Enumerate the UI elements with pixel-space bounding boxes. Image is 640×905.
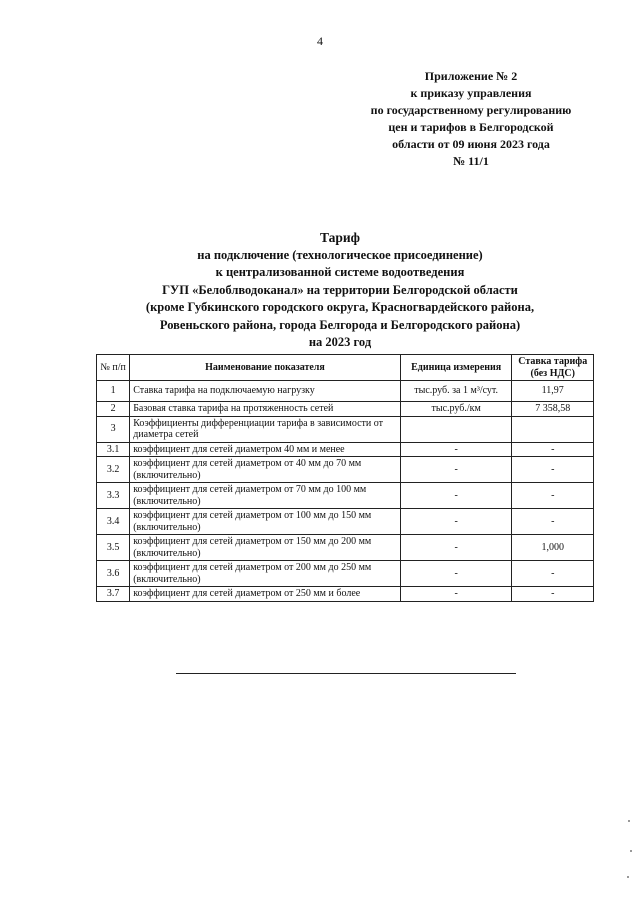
row-unit: тыс.руб. за 1 м³/сут. xyxy=(400,381,512,402)
appendix-line: к приказу управления xyxy=(410,86,532,100)
row-unit: - xyxy=(400,483,512,509)
row-name: коэффициент для сетей диаметром от 70 мм до 100 мм (включительно) xyxy=(130,483,401,509)
row-name: коэффициент для сетей диаметром от 200 мм до 250 мм (включительно) xyxy=(130,561,401,587)
table-row xyxy=(97,442,594,457)
header-rate: Ставка тарифа (без НДС) xyxy=(512,355,594,381)
title-line: Ровеньского района, города Белгорода и Белгородского района) xyxy=(159,317,521,332)
row-num: 3.4 xyxy=(97,509,130,535)
row-rate: - xyxy=(512,483,594,509)
row-num: 2 xyxy=(97,402,130,417)
row-rate: - xyxy=(512,457,594,483)
row-name: Коэффициенты дифференциации тарифа в зависимости от диаметра сетей xyxy=(130,416,401,442)
table-row xyxy=(97,402,594,417)
row-num: 3 xyxy=(97,416,130,442)
row-rate: 1,000 xyxy=(512,535,594,561)
row-rate xyxy=(512,416,594,442)
row-num: 3.6 xyxy=(97,561,130,587)
row-name: Ставка тарифа на подключаемую нагрузку xyxy=(130,381,401,402)
scan-artifact xyxy=(627,876,629,878)
row-unit: - xyxy=(400,442,512,457)
table-row xyxy=(97,381,594,402)
document-title xyxy=(80,229,600,352)
table-row xyxy=(97,457,594,483)
row-unit: - xyxy=(400,509,512,535)
row-rate: - xyxy=(512,442,594,457)
appendix-line: Приложение № 2 xyxy=(424,69,518,83)
row-rate: 7 358,58 xyxy=(512,402,594,417)
row-name: коэффициент для сетей диаметром от 100 мм до 150 мм (включительно) xyxy=(130,509,401,535)
row-num: 1 xyxy=(97,381,130,402)
scan-artifact xyxy=(628,820,630,822)
tariff-table xyxy=(96,354,594,602)
title-line: (кроме Губкинского городского округа, Красногвардейского района, xyxy=(145,300,535,314)
table-row xyxy=(97,535,594,561)
row-name: коэффициент для сетей диаметром от 150 мм до 200 мм (включительно) xyxy=(130,535,401,561)
row-name: Базовая ставка тарифа на протяженность сетей xyxy=(130,402,401,417)
table-row xyxy=(97,509,594,535)
header-name: Наименование показателя xyxy=(130,355,401,381)
row-num: 3.5 xyxy=(97,535,130,561)
row-rate: - xyxy=(512,509,594,535)
title-line: к централизованной системе водоотведения xyxy=(215,265,465,279)
row-num: 3.7 xyxy=(97,587,130,602)
page-number: 4 xyxy=(317,34,323,48)
scan-artifact xyxy=(630,850,632,852)
row-num: 3.3 xyxy=(97,483,130,509)
appendix-line: № 11/1 xyxy=(453,154,489,168)
table-row xyxy=(97,483,594,509)
table-row xyxy=(97,416,594,442)
appendix-line: по государственному регулированию xyxy=(370,103,572,117)
table-header-row xyxy=(97,355,594,381)
row-rate: - xyxy=(512,587,594,602)
title-line: на 2023 год xyxy=(308,335,372,349)
row-unit: - xyxy=(400,535,512,561)
row-name: коэффициент для сетей диаметром от 40 мм до 70 мм (включительно) xyxy=(130,457,401,483)
row-unit: - xyxy=(400,561,512,587)
closing-divider xyxy=(176,673,516,674)
title-line: ГУП «Белоблводоканал» на территории Белгородской области xyxy=(162,282,518,297)
row-num: 3.1 xyxy=(97,442,130,457)
row-unit: - xyxy=(400,587,512,602)
row-unit: тыс.руб./км xyxy=(400,402,512,417)
row-num: 3.2 xyxy=(97,457,130,483)
appendix-header xyxy=(340,68,602,170)
row-name: коэффициент для сетей диаметром от 250 мм и более xyxy=(130,587,401,602)
header-num: № п/п xyxy=(97,355,130,381)
row-name: коэффициент для сетей диаметром 40 мм и менее xyxy=(130,442,401,457)
appendix-line: цен и тарифов в Белгородской xyxy=(388,120,554,134)
appendix-line: области от 09 июня 2023 года xyxy=(392,137,550,151)
row-rate: 11,97 xyxy=(512,381,594,402)
row-unit xyxy=(400,416,512,442)
title-line: на подключение (технологическое присоединение) xyxy=(197,247,483,262)
row-rate: - xyxy=(512,561,594,587)
row-unit: - xyxy=(400,457,512,483)
title-main: Тариф xyxy=(319,230,361,245)
header-unit: Единица измерения xyxy=(400,355,512,381)
table-row xyxy=(97,587,594,602)
table-row xyxy=(97,561,594,587)
